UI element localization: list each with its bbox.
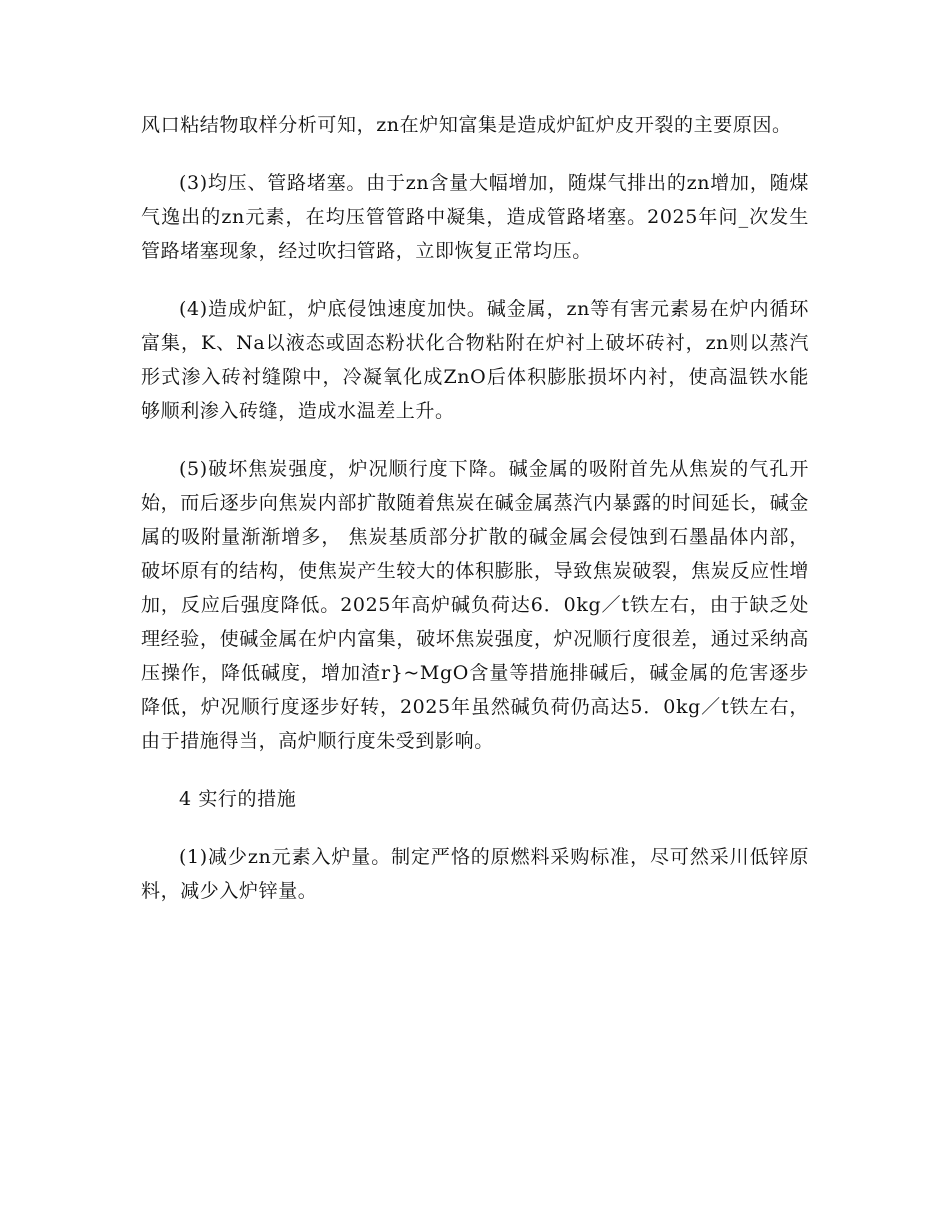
section-heading-measures: 4 实行的措施 — [179, 788, 297, 810]
paragraph-pressure-equalization-blockage: (3)均压、管路堵塞。由于zn含量大幅增加，随煤气排出的zn增加，随煤气逸出的zn元素，在均压管管路中凝集，造成管路堵塞。2025年问_次发生管路堵塞现象，经过吹扫管路，立即恢复正常均压。 — [141, 172, 809, 262]
paragraph-zn-enrichment-conclusion: 风口粘结物取样分析可知，zn在炉知富集是造成炉缸炉皮开裂的主要原因。 — [141, 114, 792, 136]
paragraph-reduce-zn-input: (1)减少zn元素入炉量。制定严恪的原燃料采购标准，尽可然采川低锌原料，减少入炉锌量。 — [141, 846, 809, 902]
paragraph-hearth-erosion: (4)造成炉缸，炉底侵蚀速度加快。碱金属，zn等有害元素易在炉内循环富集，K、Na以液态或固态粉状化合物粘附在炉衬上破坏砖衬，zn则以蒸汽形式渗入砖衬缝隙中，冷凝氧化成ZnO后体积膨胀损坏内衬，使高温铁水能够顺利渗入砖缝，造成水温差上升。 — [141, 298, 809, 422]
document-body — [141, 108, 809, 932]
paragraph-coke-strength: (5)破坏焦炭强度，炉况顺行度下降。碱金属的吸附首先从焦炭的气孔开始，而后逐步向焦炭内部扩散随着焦炭在碱金属蒸汽内暴露的时间延长，碱金属的吸附量渐渐增多， 焦炭基质部分扩散的碱金属会侵蚀到石墨晶体内部，破坏原有的结构，使焦炭产生较大的体积膨胀，导致焦炭破裂，焦炭反应性增加，反应后强度降低。2025年高炉碱负荷达6．0kg／t铁左右，由于缺乏处理经验，使碱金属在炉内富集，破坏焦炭强度，炉况顺行度很差，通过采纳高压操作，降低碱度，增加渣r}~MgO含量等措施排碱后，碱金属的危害逐步降低，炉况顺行度逐步好转，2025年虽然碱负荷仍高达5．0kg／t铁左右，由于措施得当，高炉顺行度朱受到影响。 — [141, 458, 809, 752]
